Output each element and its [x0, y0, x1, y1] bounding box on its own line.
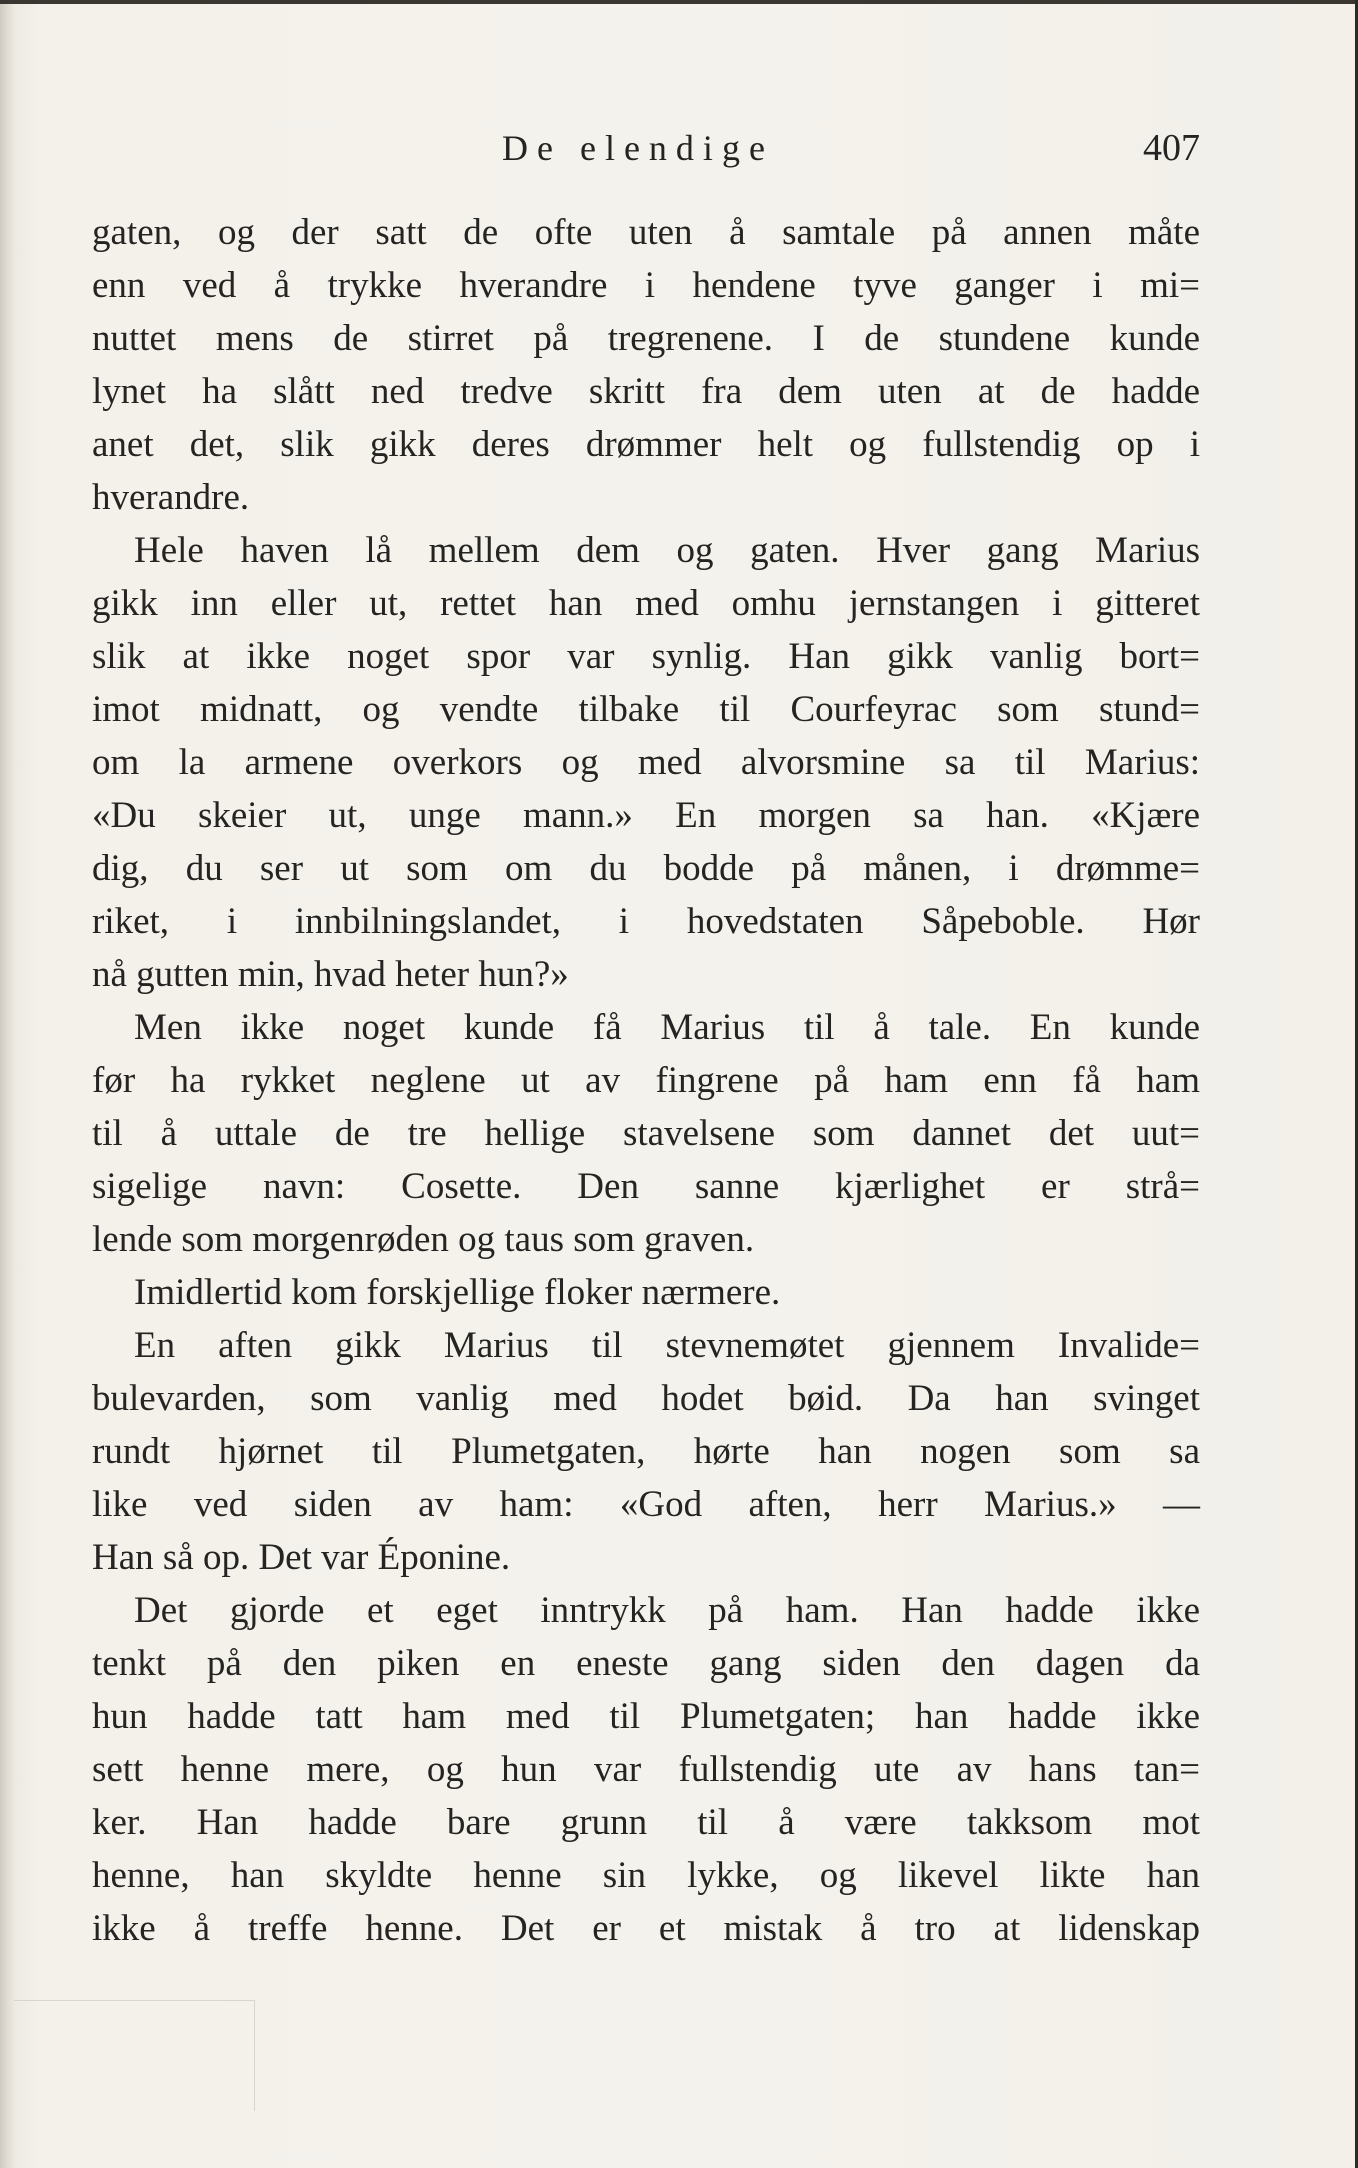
text-line: sett henne mere, og hun var fullstendig ute av hans tan= — [92, 1749, 1200, 1790]
page-header — [92, 124, 1200, 172]
scan-artifact — [14, 2000, 255, 2111]
text-line: slik at ikke noget spor var synlig. Han gikk vanlig bort= — [92, 636, 1200, 677]
text-line: imot midnatt, og vendte tilbake til Courfeyrac som stund= — [92, 689, 1200, 730]
text-line: «Du skeier ut, unge mann.» En morgen sa han. «Kjære — [92, 795, 1200, 836]
text-line: Imidlertid kom forskjellige floker nærmere. — [134, 1272, 781, 1313]
text-line: Han så op. Det var Éponine. — [92, 1537, 511, 1578]
running-head: De elendige — [502, 128, 774, 168]
text-line: riket, i innbilningslandet, i hovedstaten Såpeboble. Hør — [92, 901, 1200, 942]
page-top-edge — [0, 0, 1358, 4]
text-line: Men ikke noget kunde få Marius til å tale. En kunde — [134, 1007, 1200, 1048]
text-line: anet det, slik gikk deres drømmer helt og fullstendig op i — [92, 424, 1200, 465]
text-line: lynet ha slått ned tredve skritt fra dem uten at de hadde — [92, 371, 1200, 412]
text-line: nuttet mens de stirret på tregrenene. I de stundene kunde — [92, 318, 1200, 359]
text-line: nå gutten min, hvad heter hun?» — [92, 954, 569, 995]
text-line: ikke å treffe henne. Det er et mistak å tro at lidenskap — [92, 1908, 1200, 1949]
body-text — [92, 206, 1200, 1955]
text-line: om la armene overkors og med alvorsmine sa til Marius: — [92, 742, 1200, 783]
text-line: rundt hjørnet til Plumetgaten, hørte han nogen som sa — [92, 1431, 1200, 1472]
page-left-edge — [0, 0, 14, 2168]
text-line: sigelige navn: Cosette. Den sanne kjærlighet er strå= — [92, 1166, 1200, 1207]
text-line: like ved siden av ham: «God aften, herr Marius.» — — [92, 1484, 1200, 1525]
text-line: bulevarden, som vanlig med hodet bøid. Da han svinget — [92, 1378, 1200, 1419]
text-line: før ha rykket neglene ut av fingrene på ham enn få ham — [92, 1060, 1200, 1101]
text-line: gikk inn eller ut, rettet han med omhu jernstangen i gitteret — [92, 583, 1200, 624]
text-line: En aften gikk Marius til stevnemøtet gjennem Invalide= — [134, 1325, 1200, 1366]
text-line: henne, han skyldte henne sin lykke, og likevel likte han — [92, 1855, 1200, 1896]
text-line: hverandre. — [92, 477, 250, 518]
text-line: enn ved å trykke hverandre i hendene tyve ganger i mi= — [92, 265, 1200, 306]
text-line: dig, du ser ut som om du bodde på månen, i drømme= — [92, 848, 1200, 889]
text-line: ker. Han hadde bare grunn til å være takksom mot — [92, 1802, 1200, 1843]
text-line: Det gjorde et eget inntrykk på ham. Han hadde ikke — [134, 1590, 1200, 1631]
page-number: 407 — [1143, 127, 1200, 169]
text-line: lende som morgenrøden og taus som graven. — [92, 1219, 755, 1260]
text-line: Hele haven lå mellem dem og gaten. Hver gang Marius — [134, 530, 1200, 571]
text-line: til å uttale de tre hellige stavelsene som dannet det uut= — [92, 1113, 1200, 1154]
text-line: gaten, og der satt de ofte uten å samtale på annen måte — [92, 212, 1200, 253]
text-line: hun hadde tatt ham med til Plumetgaten; han hadde ikke — [92, 1696, 1200, 1737]
text-line: tenkt på den piken en eneste gang siden den dagen da — [92, 1643, 1200, 1684]
